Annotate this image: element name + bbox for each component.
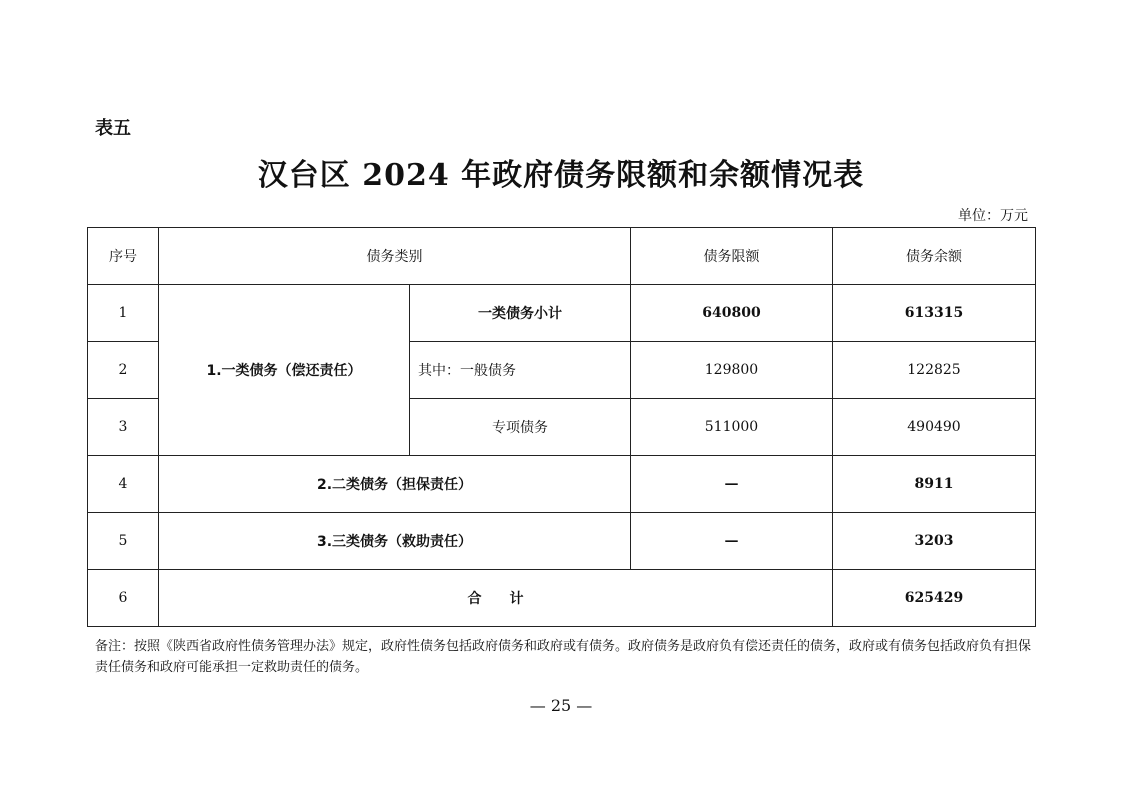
table-label: 表五	[95, 118, 131, 139]
row-limit: —	[631, 513, 833, 570]
header-limit: 债务限额	[631, 228, 833, 285]
row-no: 1	[88, 285, 159, 342]
unit-label: 单位：万元	[958, 208, 1028, 224]
row-balance: 3203	[833, 513, 1036, 570]
row-category: 3.三类债务（救助责任）	[159, 513, 631, 570]
group-label: 1.一类债务（偿还责任）	[159, 285, 410, 456]
header-no: 序号	[88, 228, 159, 285]
header-balance: 债务余额	[833, 228, 1036, 285]
table-row-total	[88, 570, 1036, 627]
footnote: 备注：按照《陕西省政府性债务管理办法》规定，政府性债务包括政府债务和政府或有债务。政府债务是政府负有偿还责任的债务，政府或有债务包括政府负有担保责任债务和政府可能承担一定救助责任的债务。	[95, 639, 1032, 675]
row-category: 专项债务	[410, 399, 631, 456]
row-no: 2	[88, 342, 159, 399]
row-limit: —	[631, 456, 833, 513]
row-no: 3	[88, 399, 159, 456]
row-category: 2.二类债务（担保责任）	[159, 456, 631, 513]
total-balance: 625429	[833, 570, 1036, 627]
table-header-row	[88, 228, 1036, 285]
page-title: 汉台区 2024 年政府债务限额和余额情况表	[257, 158, 865, 193]
row-balance: 613315	[833, 285, 1036, 342]
row-balance: 8911	[833, 456, 1036, 513]
row-limit: 640800	[631, 285, 833, 342]
table-row	[88, 513, 1036, 570]
page-number: — 25 —	[529, 696, 593, 715]
row-balance: 122825	[833, 342, 1036, 399]
debt-table	[87, 227, 1036, 627]
row-category: 其中：一般债务	[410, 342, 631, 399]
total-label: 合 计	[159, 570, 833, 627]
table-row	[88, 285, 1036, 342]
row-balance: 490490	[833, 399, 1036, 456]
row-category: 一类债务小计	[410, 285, 631, 342]
row-no: 6	[88, 570, 159, 627]
header-category: 债务类别	[159, 228, 631, 285]
row-no: 4	[88, 456, 159, 513]
row-limit: 511000	[631, 399, 833, 456]
row-no: 5	[88, 513, 159, 570]
table-row	[88, 456, 1036, 513]
row-limit: 129800	[631, 342, 833, 399]
